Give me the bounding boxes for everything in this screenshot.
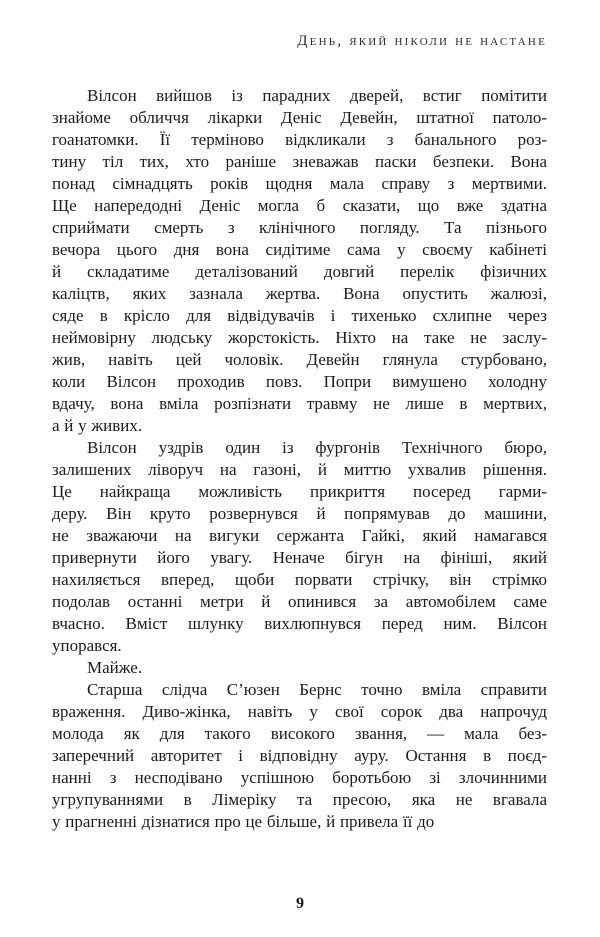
- text-line: Вілсон уздрів один із фургонів Технічного бюро,: [87, 438, 547, 457]
- paragraph: [52, 437, 547, 657]
- paragraph: [52, 679, 547, 833]
- text-line: залишених ліворуч на газоні, й миттю ухвалив рішення.: [52, 460, 547, 479]
- text-line: сприймати смерть з клінічного погляду. Та пізнього: [52, 218, 547, 237]
- text-line: вдачу, вона вміла розпізнати травму не лише в мертвих,: [52, 394, 547, 413]
- text-line: Вілсон вийшов із парадних дверей, встиг помітити: [87, 86, 547, 105]
- text-line: Це найкраща можливість прикриття посеред гарми-: [52, 482, 547, 501]
- text-line: угрупуваннями в Лімеріку та пресою, яка не вгавала: [52, 790, 547, 809]
- text-line: Ще напередодні Деніс могла б сказати, що вже здатна: [52, 196, 547, 215]
- text-line: вчасно. Вміст шлунку вихлюпнувся перед ним. Вілсон: [52, 614, 547, 633]
- text-line: каліцтв, яких зазнала жертва. Вона опустить жалюзі,: [52, 284, 547, 303]
- text-line: привернути його увагу. Неначе бігун на фініші, який: [52, 548, 547, 567]
- text-line: знайоме обличчя лікарки Деніс Девейн, штатної патоло-: [52, 108, 547, 127]
- text-line: у прагненні дізнатися про це більше, й привела її до: [52, 812, 435, 831]
- text-line: й складатиме деталізований довгий перелік фізичних: [52, 262, 547, 281]
- text-line: упорався.: [52, 636, 122, 655]
- text-line: нанні з несподівано успішною боротьбою зі злочинними: [52, 768, 547, 787]
- text-block: [52, 85, 547, 833]
- text-line: неймовірну людську жорстокість. Ніхто на таке не заслу-: [52, 328, 547, 347]
- text-line: вечора цього дня вона сидітиме сама у своєму кабінеті: [52, 240, 547, 259]
- text-line: коли Вілсон проходив повз. Попри вимушено холодну: [52, 372, 547, 391]
- text-line: а й у живих.: [52, 416, 143, 435]
- paragraph: [52, 85, 547, 437]
- text-line: деру. Він круто розвернувся й попрямував до машини,: [52, 504, 547, 523]
- text-line: Майже.: [87, 658, 143, 677]
- text-line: жив, навіть цей чоловік. Девейн глянула стурбовано,: [52, 350, 547, 369]
- text-line: гоанатомки. Її терміново відкликали з банального роз-: [52, 130, 547, 149]
- text-line: сяде в крісло для відвідувачів і тихенько схлипне через: [52, 306, 547, 325]
- page-number: 9: [296, 895, 304, 912]
- text-line: враження. Диво-жінка, навіть у свої сорок два напрочуд: [52, 702, 547, 721]
- text-line: нахиляється вперед, щоби порвати стрічку, він стрімко: [52, 570, 547, 589]
- text-line: заперечний авторитет і відповідну ауру. Остання в поєд-: [52, 746, 547, 765]
- text-line: понад сімнадцять років щодня мала справу з мертвими.: [52, 174, 547, 193]
- paragraph: [52, 657, 547, 679]
- text-line: тину тіл тих, хто раніше зневажав паски безпеки. Вона: [52, 152, 547, 171]
- text-line: подолав останні метри й опинився за автомобілем саме: [52, 592, 547, 611]
- running-header: День, який ніколи не настане: [297, 33, 547, 49]
- text-line: молода як для такого високого звання, — мала без-: [52, 724, 547, 743]
- text-line: не зважаючи на вигуки сержанта Гайкі, який намагався: [52, 526, 547, 545]
- text-line: Старша слідча С’юзен Бернс точно вміла справити: [87, 680, 547, 699]
